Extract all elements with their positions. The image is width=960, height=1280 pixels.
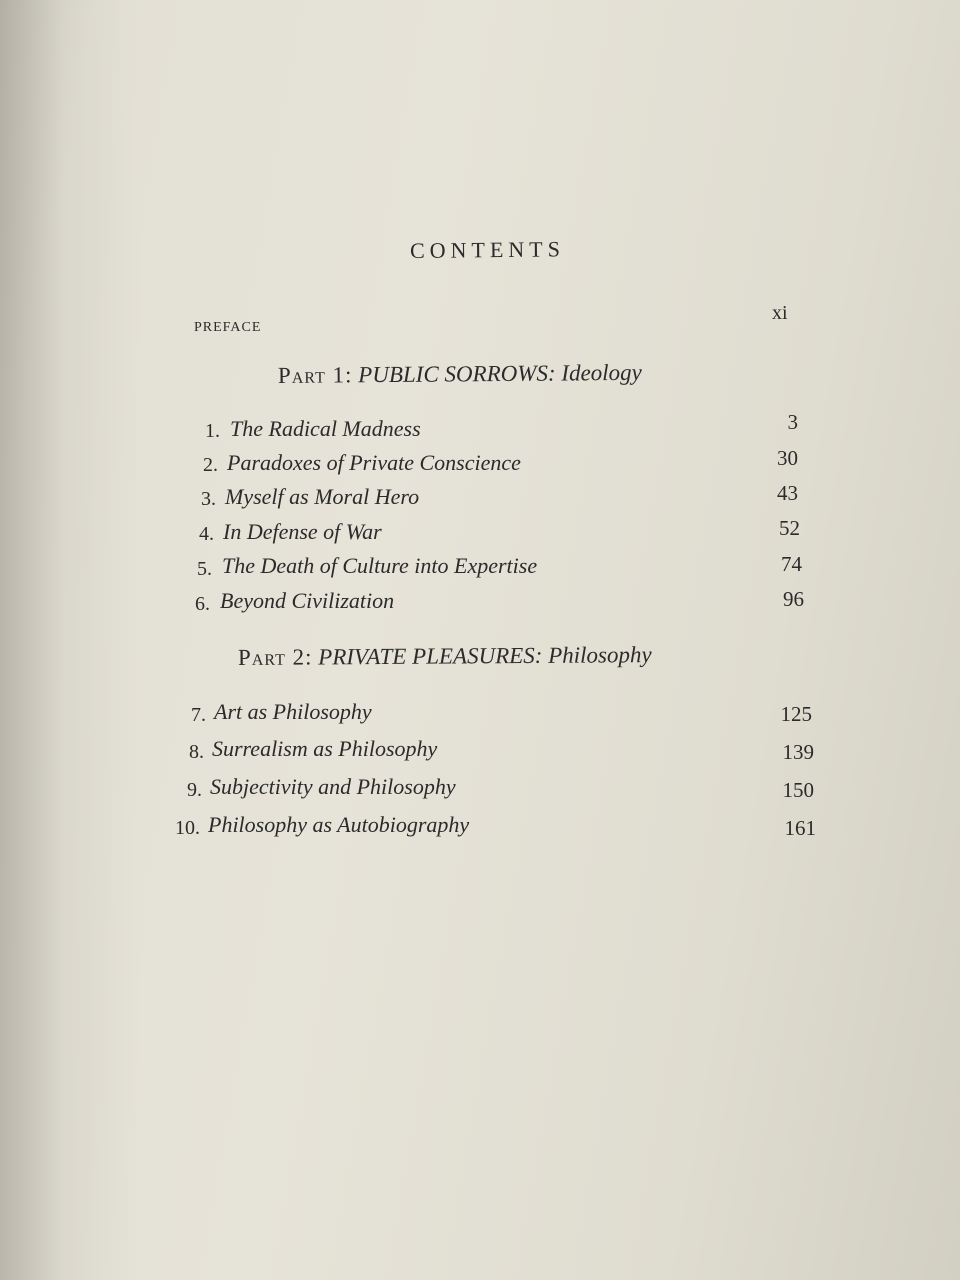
- entry-2-page: 30: [777, 446, 798, 470]
- entry-1-number: 1.: [205, 420, 220, 442]
- entry-6-page: 96: [783, 587, 804, 611]
- part-1-heading: [278, 360, 642, 389]
- entry-4-page: 52: [779, 516, 800, 540]
- entry-2-title: Paradoxes of Private Conscience: [227, 450, 521, 475]
- entry-9-title: Subjectivity and Philosophy: [210, 774, 456, 799]
- part-2-subtitle: Philosophy: [548, 642, 652, 668]
- part-1-subtitle: Ideology: [561, 359, 642, 386]
- entry-3-title: Myself as Moral Hero: [225, 484, 420, 509]
- preface-label: PREFACE: [194, 320, 262, 335]
- entry-8-title: Surrealism as Philosophy: [212, 736, 438, 761]
- part-1-title: PUBLIC SORROWS:: [358, 360, 556, 388]
- entry-7-title: Art as Philosophy: [214, 699, 372, 724]
- binding-shadow: [0, 0, 140, 1280]
- entry-10-number: 10.: [175, 817, 200, 839]
- entry-2-number: 2.: [203, 454, 218, 476]
- entry-7-number: 7.: [191, 704, 206, 726]
- entry-9-number: 9.: [187, 779, 202, 801]
- contents-heading: CONTENTS: [409, 236, 566, 263]
- entry-3-number: 3.: [201, 488, 216, 510]
- entry-5-page: 74: [781, 552, 802, 576]
- part-2-prefix: Part 2:: [237, 644, 313, 670]
- entry-6-number: 6.: [195, 593, 210, 615]
- entry-10-title: Philosophy as Autobiography: [208, 812, 470, 837]
- entry-1-title: The Radical Madness: [230, 416, 421, 441]
- entry-8-page: 139: [782, 740, 814, 764]
- part-2-heading: [238, 642, 652, 671]
- entry-10-page: 161: [784, 816, 816, 840]
- entry-4-title: In Defense of War: [223, 519, 382, 544]
- entry-8-number: 8.: [189, 741, 204, 763]
- entry-7-page: 125: [780, 702, 812, 726]
- entry-5-number: 5.: [197, 558, 212, 580]
- part-1-prefix: Part 1:: [277, 362, 353, 388]
- entry-4-number: 4.: [199, 523, 214, 545]
- entry-3-page: 43: [777, 481, 798, 505]
- entry-6-title: Beyond Civilization: [220, 588, 395, 613]
- entry-1-page: 3: [787, 410, 798, 434]
- entry-9-page: 150: [782, 778, 814, 802]
- part-2-title: PRIVATE PLEASURES:: [318, 642, 543, 670]
- preface-page-number: xi: [772, 302, 788, 324]
- entry-5-title: The Death of Culture into Expertise: [222, 553, 538, 578]
